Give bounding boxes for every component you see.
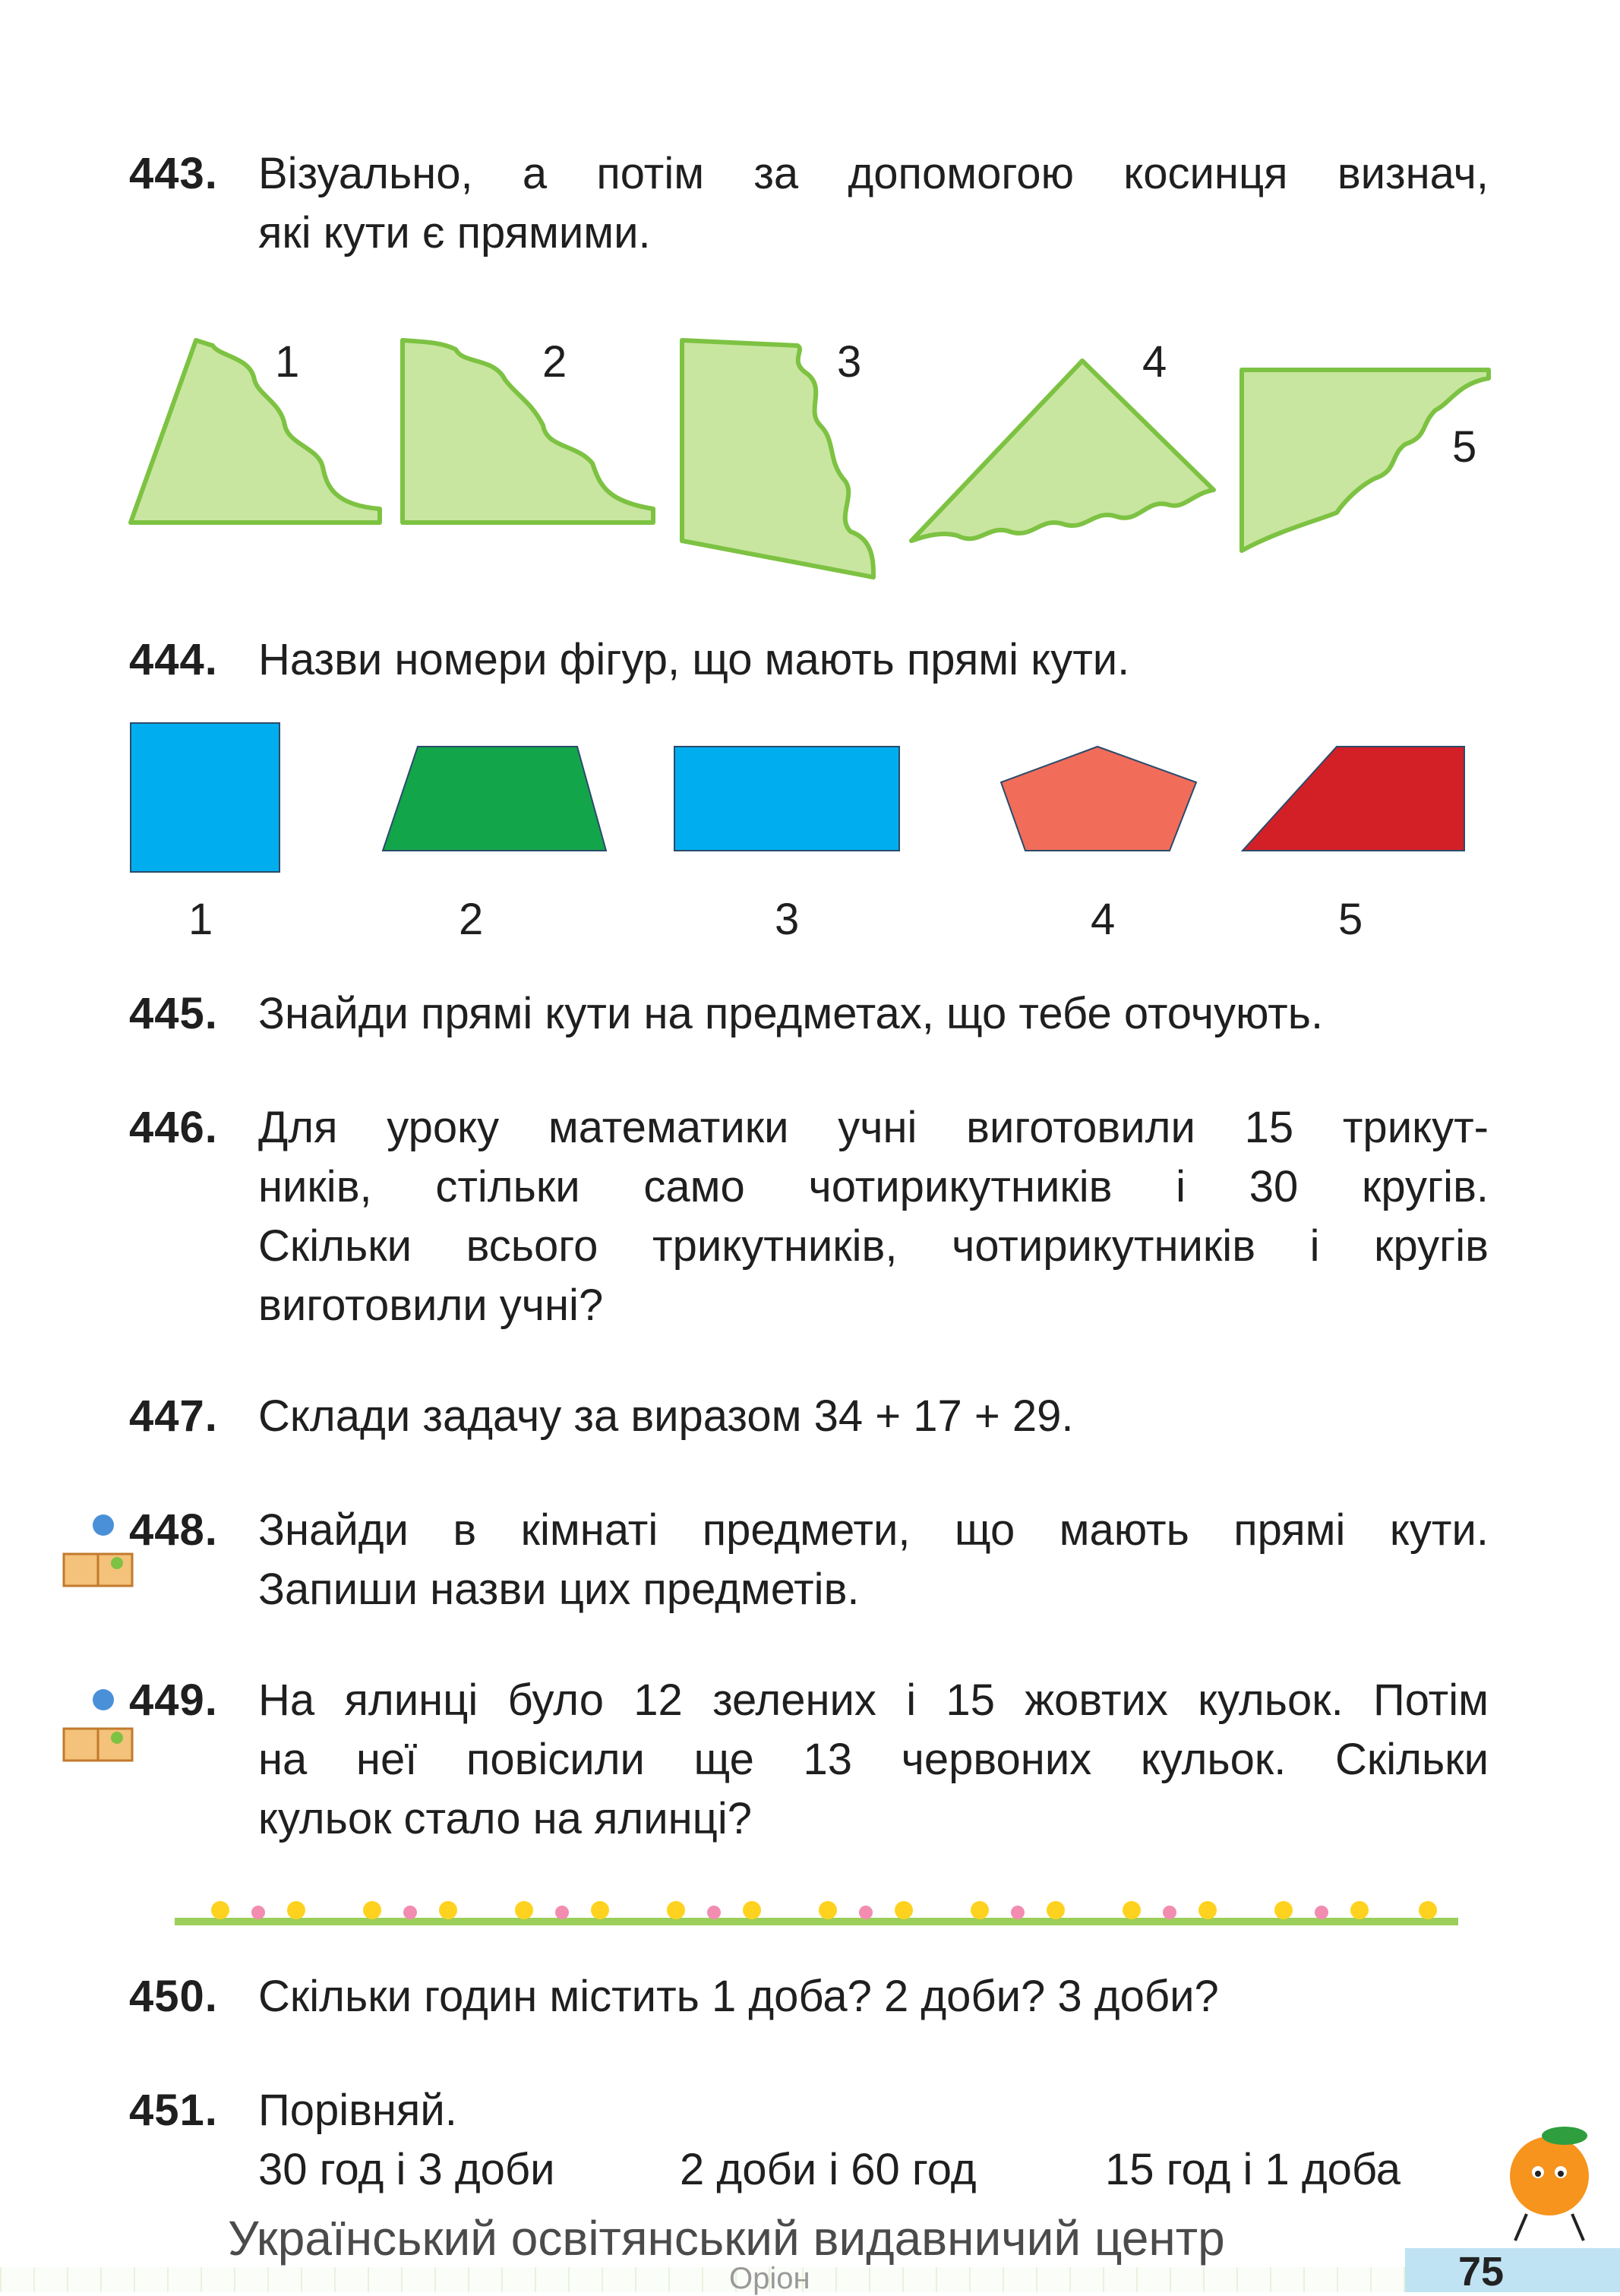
task-text: Візуально, а потім за допомогою косинця визнач, bbox=[258, 149, 1489, 198]
task-446 bbox=[129, 1098, 1489, 1157]
task-text: Назви номери фігур, що мають прямі кути. bbox=[258, 635, 1130, 684]
task-text: кульок стало на ялинці? bbox=[258, 1794, 753, 1843]
flower-border-icon bbox=[175, 1901, 1458, 1922]
task-text: Склади задачу за виразом 34 + 17 + 29. bbox=[258, 1391, 1074, 1441]
task-text: Запиши назви цих предметів. bbox=[258, 1565, 860, 1614]
figure-label: 2 bbox=[459, 895, 484, 944]
compare-item: 30 год і 3 доби bbox=[258, 2145, 555, 2194]
figure-label: 3 bbox=[837, 337, 862, 387]
task-text: Знайди в кімнаті предмети, що мають прямі кути. bbox=[258, 1505, 1489, 1555]
figure-443-1 bbox=[131, 337, 380, 523]
figure-label: 4 bbox=[1142, 337, 1167, 387]
figure-444-4 bbox=[1001, 747, 1196, 851]
figure-label: 4 bbox=[1091, 895, 1116, 944]
task-448 bbox=[129, 1501, 1489, 1560]
figure-444-1 bbox=[131, 723, 279, 872]
task-text: Порівняй. bbox=[258, 2086, 457, 2135]
task-number: 446. bbox=[129, 1103, 218, 1152]
task-number: 450. bbox=[129, 1972, 218, 2021]
figure-label: 1 bbox=[275, 337, 300, 387]
page-number: 75 bbox=[1405, 2248, 1620, 2292]
figure-label: 5 bbox=[1452, 422, 1477, 472]
task-text: На ялинці було 12 зелених і 15 жовтих кульок. Потім bbox=[258, 1675, 1489, 1725]
figure-label: 1 bbox=[188, 895, 213, 944]
task-text: Скільки годин містить 1 доба? 2 доби? 3 доби? bbox=[258, 1972, 1219, 2021]
task-447 bbox=[129, 1387, 1073, 1446]
task-449 bbox=[129, 1671, 1489, 1730]
bottom-strip bbox=[0, 2267, 1405, 2292]
compare-item: 15 год і 1 доба bbox=[1105, 2145, 1401, 2194]
figure-label: 5 bbox=[1338, 895, 1363, 944]
task-number: 447. bbox=[129, 1391, 218, 1441]
publisher-footer: Український освітянський видавничий центр bbox=[228, 2211, 1225, 2266]
task-text: на неї повісили ще 13 червоних кульок. Скільки bbox=[258, 1735, 1489, 1784]
figure-label: 2 bbox=[542, 337, 567, 387]
task-number: 444. bbox=[129, 635, 218, 684]
task-text: виготовили учні? bbox=[258, 1281, 604, 1330]
figure-443-2 bbox=[403, 337, 653, 523]
figure-444-5 bbox=[1243, 747, 1464, 851]
task-text: які кути є прямими. bbox=[258, 208, 651, 257]
task-text: Для уроку математики учні виготовили 15 трикут- bbox=[258, 1103, 1489, 1152]
task-text: Скільки всього трикутників, чотирикутників і кругів bbox=[258, 1221, 1489, 1271]
task-450 bbox=[129, 1967, 1219, 2026]
compare-item: 2 доби і 60 год bbox=[680, 2145, 977, 2194]
task-number: 449. bbox=[129, 1675, 218, 1725]
task-text: Знайди прямі кути на предметах, що тебе оточують. bbox=[258, 989, 1324, 1038]
figure-443-4 bbox=[911, 361, 1214, 541]
task-444 bbox=[129, 630, 1129, 690]
figure-444-2 bbox=[383, 747, 606, 851]
task-number: 451. bbox=[129, 2086, 218, 2135]
task-451 bbox=[129, 2081, 457, 2140]
book-lamp-icon bbox=[56, 1508, 140, 1592]
task-number: 445. bbox=[129, 989, 218, 1038]
book-lamp-icon bbox=[56, 1683, 140, 1767]
orange-mascot-icon bbox=[1510, 2127, 1589, 2241]
task-text: ників, стільки само чотирикутників і 30 кругів. bbox=[258, 1162, 1489, 1211]
bottom-strip-text: Оріон bbox=[729, 2262, 810, 2295]
figure-444-3 bbox=[674, 747, 899, 851]
figure-label: 3 bbox=[775, 895, 800, 944]
task-445 bbox=[129, 984, 1323, 1044]
task-number: 443. bbox=[129, 149, 218, 198]
task-number: 448. bbox=[129, 1505, 218, 1555]
